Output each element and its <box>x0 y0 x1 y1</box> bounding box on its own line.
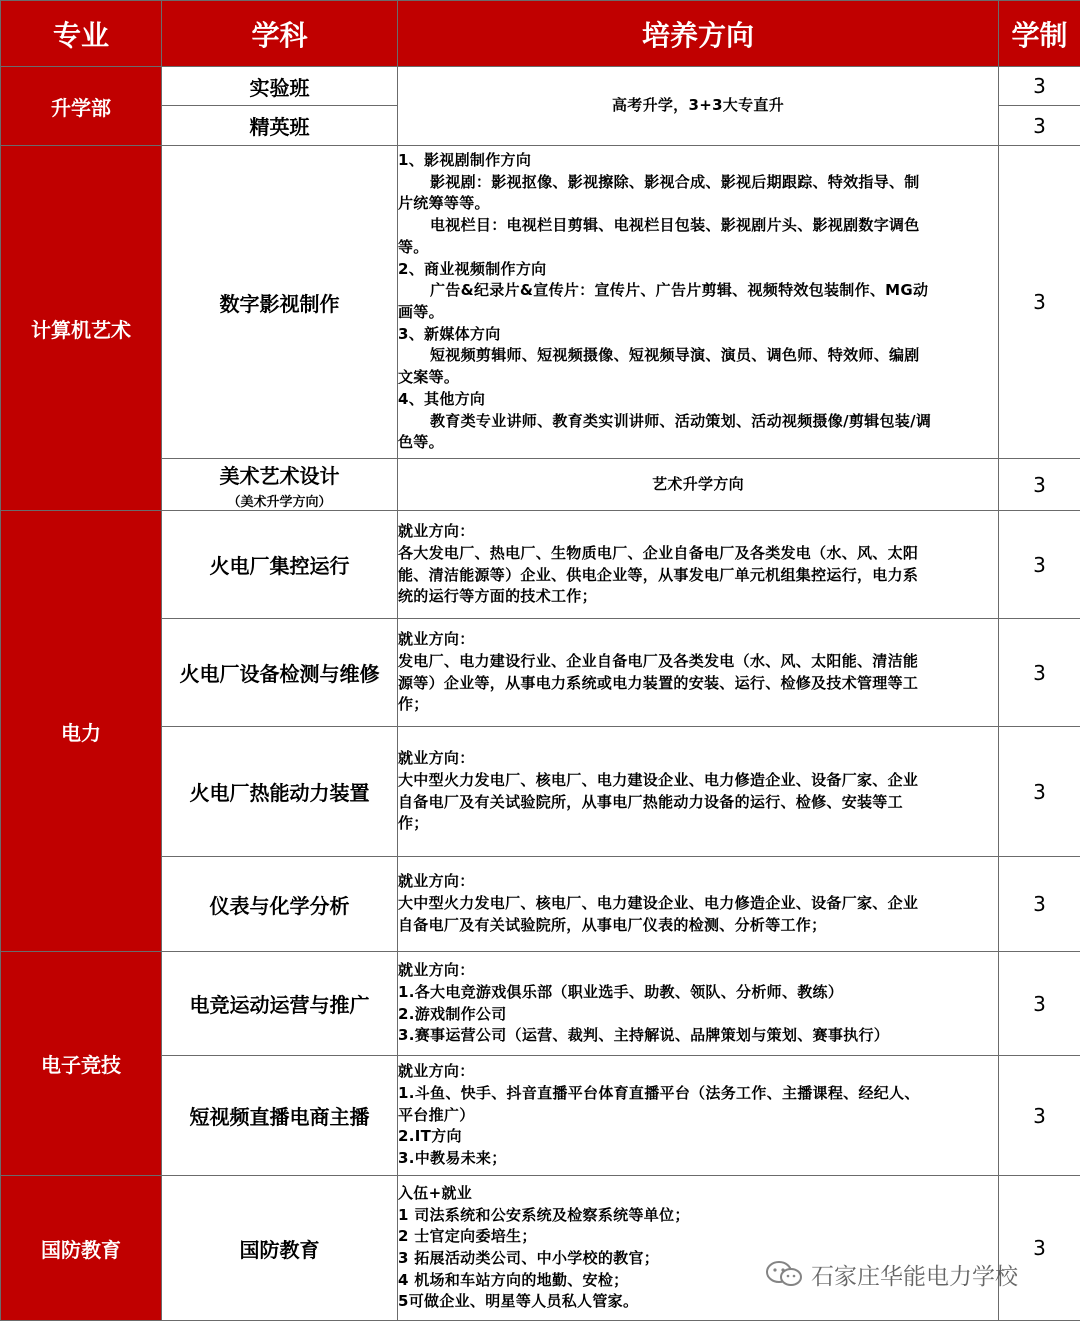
direction-line: 4、其他方向 <box>398 389 998 411</box>
header-years: 学制 <box>999 1 1080 67</box>
direction-line: 1、影视剧制作方向 <box>398 150 998 172</box>
years-meishu: 3 <box>999 459 1080 511</box>
table-row <box>1 511 1080 619</box>
direction-line: 2.IT方向 <box>398 1126 998 1148</box>
subject-jikong: 火电厂集控运行 <box>162 511 398 619</box>
subject-duanshipin: 短视频直播电商主播 <box>162 1056 398 1176</box>
direction-dianjing <box>398 952 999 1056</box>
direction-line: 画等。 <box>398 302 998 324</box>
direction-line: 就业方向： <box>398 871 998 893</box>
table-row <box>1 952 1080 1056</box>
direction-line: 2 士官定向委培生； <box>398 1226 998 1248</box>
years-shuzi: 3 <box>999 146 1080 459</box>
years-jikong: 3 <box>999 511 1080 619</box>
direction-line: 统的运行等方面的技术工作； <box>398 586 998 608</box>
direction-line: 就业方向： <box>398 629 998 651</box>
direction-line: 2、商业视频制作方向 <box>398 259 998 281</box>
direction-line: 入伍+就业 <box>398 1183 998 1205</box>
subject-guofang: 国防教育 <box>162 1176 398 1321</box>
direction-duanshipin <box>398 1056 999 1176</box>
subject-meishu-name: 美术艺术设计 <box>220 464 340 488</box>
subject-yibiao: 仪表与化学分析 <box>162 857 398 952</box>
direction-line: 5可做企业、明星等人员私人管家。 <box>398 1291 998 1313</box>
direction-line: 2.游戏制作公司 <box>398 1004 998 1026</box>
table-row <box>1 857 1080 952</box>
subject-dianjing: 电竞运动运营与推广 <box>162 952 398 1056</box>
direction-line: 就业方向： <box>398 1061 998 1083</box>
direction-reneng <box>398 727 999 857</box>
table-row <box>1 146 1080 459</box>
direction-line: 1.斗鱼、快手、抖音直播平台体育直播平台（法务工作、主播课程、经纪人、 <box>398 1083 998 1105</box>
direction-line: 平台推广） <box>398 1105 998 1127</box>
direction-line: 自备电厂及有关试验院所，从事电厂热能动力设备的运行、检修、安装等工 <box>398 792 998 814</box>
direction-line: 1.各大电竞游戏俱乐部（职业选手、助教、领队、分析师、教练） <box>398 982 998 1004</box>
years-reneng: 3 <box>999 727 1080 857</box>
table-row <box>1 1176 1080 1321</box>
wechat-icon <box>765 1260 805 1288</box>
direction-line: 自备电厂及有关试验院所，从事电厂仪表的检测、分析等工作； <box>398 915 998 937</box>
direction-line: 大中型火力发电厂、核电厂、电力建设企业、电力修造企业、设备厂家、企业 <box>398 770 998 792</box>
years-jiance: 3 <box>999 619 1080 727</box>
major-guofang: 国防教育 <box>1 1176 162 1321</box>
years-yibiao: 3 <box>999 857 1080 952</box>
header-direction: 培养方向 <box>398 1 999 67</box>
watermark-text: 石家庄华能电力学校 <box>811 1258 1018 1291</box>
direction-line: 文案等。 <box>398 367 998 389</box>
direction-shengxue: 高考升学，3+3大专直升 <box>398 67 999 146</box>
subject-shuzi: 数字影视制作 <box>162 146 398 459</box>
years-jingying: 3 <box>999 106 1080 146</box>
direction-line: 能、清洁能源等）企业、供电企业等，从事发电厂单元机组集控运行，电力系 <box>398 565 998 587</box>
major-dianzi: 电子竞技 <box>1 952 162 1176</box>
direction-line: 影视剧：影视抠像、影视擦除、影视合成、影视后期跟踪、特效指导、制 <box>398 172 998 194</box>
direction-line: 电视栏目：电视栏目剪辑、电视栏目包装、影视剧片头、影视剧数字调色 <box>398 215 998 237</box>
subject-jingying: 精英班 <box>162 106 398 146</box>
direction-line: 3.中教易未来； <box>398 1148 998 1170</box>
direction-line: 3 拓展活动类公司、中小学校的教官； <box>398 1248 998 1270</box>
years-dianjing: 3 <box>999 952 1080 1056</box>
direction-line: 等。 <box>398 237 998 259</box>
direction-line: 广告&纪录片&宣传片：宣传片、广告片剪辑、视频特效包装制作、MG动 <box>398 280 998 302</box>
direction-line: 教育类专业讲师、教育类实训讲师、活动策划、活动视频摄像/剪辑包装/调 <box>398 411 998 433</box>
header-major: 专业 <box>1 1 162 67</box>
direction-line: 作； <box>398 694 998 716</box>
direction-shuzi <box>398 146 999 459</box>
direction-line: 大中型火力发电厂、核电厂、电力建设企业、电力修造企业、设备厂家、企业 <box>398 893 998 915</box>
direction-line: 就业方向： <box>398 748 998 770</box>
direction-line: 就业方向： <box>398 521 998 543</box>
direction-meishu: 艺术升学方向 <box>398 459 999 511</box>
direction-yibiao <box>398 857 999 952</box>
direction-line: 片统筹等等。 <box>398 193 998 215</box>
direction-jikong <box>398 511 999 619</box>
years-duanshipin: 3 <box>999 1056 1080 1176</box>
table-row <box>1 1056 1080 1176</box>
table-row <box>1 619 1080 727</box>
direction-line: 就业方向： <box>398 960 998 982</box>
direction-guofang <box>398 1176 999 1321</box>
subject-jiance: 火电厂设备检测与维修 <box>162 619 398 727</box>
direction-line: 3.赛事运营公司（运营、裁判、主持解说、品牌策划与策划、赛事执行） <box>398 1025 998 1047</box>
direction-line: 作； <box>398 813 998 835</box>
subject-meishu-note: （美术升学方向） <box>162 491 397 510</box>
direction-line: 1 司法系统和公安系统及检察系统等单位； <box>398 1205 998 1227</box>
major-dianli: 电力 <box>1 511 162 952</box>
major-jisuanji: 计算机艺术 <box>1 146 162 511</box>
major-shengxue: 升学部 <box>1 67 162 146</box>
direction-jiance <box>398 619 999 727</box>
direction-line: 短视频剪辑师、短视频摄像、短视频导演、演员、调色师、特效师、编剧 <box>398 345 998 367</box>
years-shiyan: 3 <box>999 67 1080 106</box>
table-row <box>1 727 1080 857</box>
subject-meishu <box>162 459 398 511</box>
direction-line: 3、新媒体方向 <box>398 324 998 346</box>
direction-line: 各大发电厂、热电厂、生物质电厂、企业自备电厂及各类发电（水、风、太阳 <box>398 543 998 565</box>
subject-reneng: 火电厂热能动力装置 <box>162 727 398 857</box>
direction-line: 发电厂、电力建设行业、企业自备电厂及各类发电（水、风、太阳能、清洁能 <box>398 651 998 673</box>
table-row <box>1 459 1080 511</box>
header-row <box>1 1 1080 67</box>
direction-line: 色等。 <box>398 432 998 454</box>
table-row <box>1 67 1080 106</box>
direction-line: 4 机场和车站方向的地勤、安检； <box>398 1270 998 1292</box>
direction-line: 源等）企业等，从事电力系统或电力装置的安装、运行、检修及技术管理等工 <box>398 673 998 695</box>
subject-shiyan: 实验班 <box>162 67 398 106</box>
years-guofang: 3 <box>999 1176 1080 1321</box>
header-subject: 学科 <box>162 1 398 67</box>
watermark <box>765 1258 1065 1290</box>
